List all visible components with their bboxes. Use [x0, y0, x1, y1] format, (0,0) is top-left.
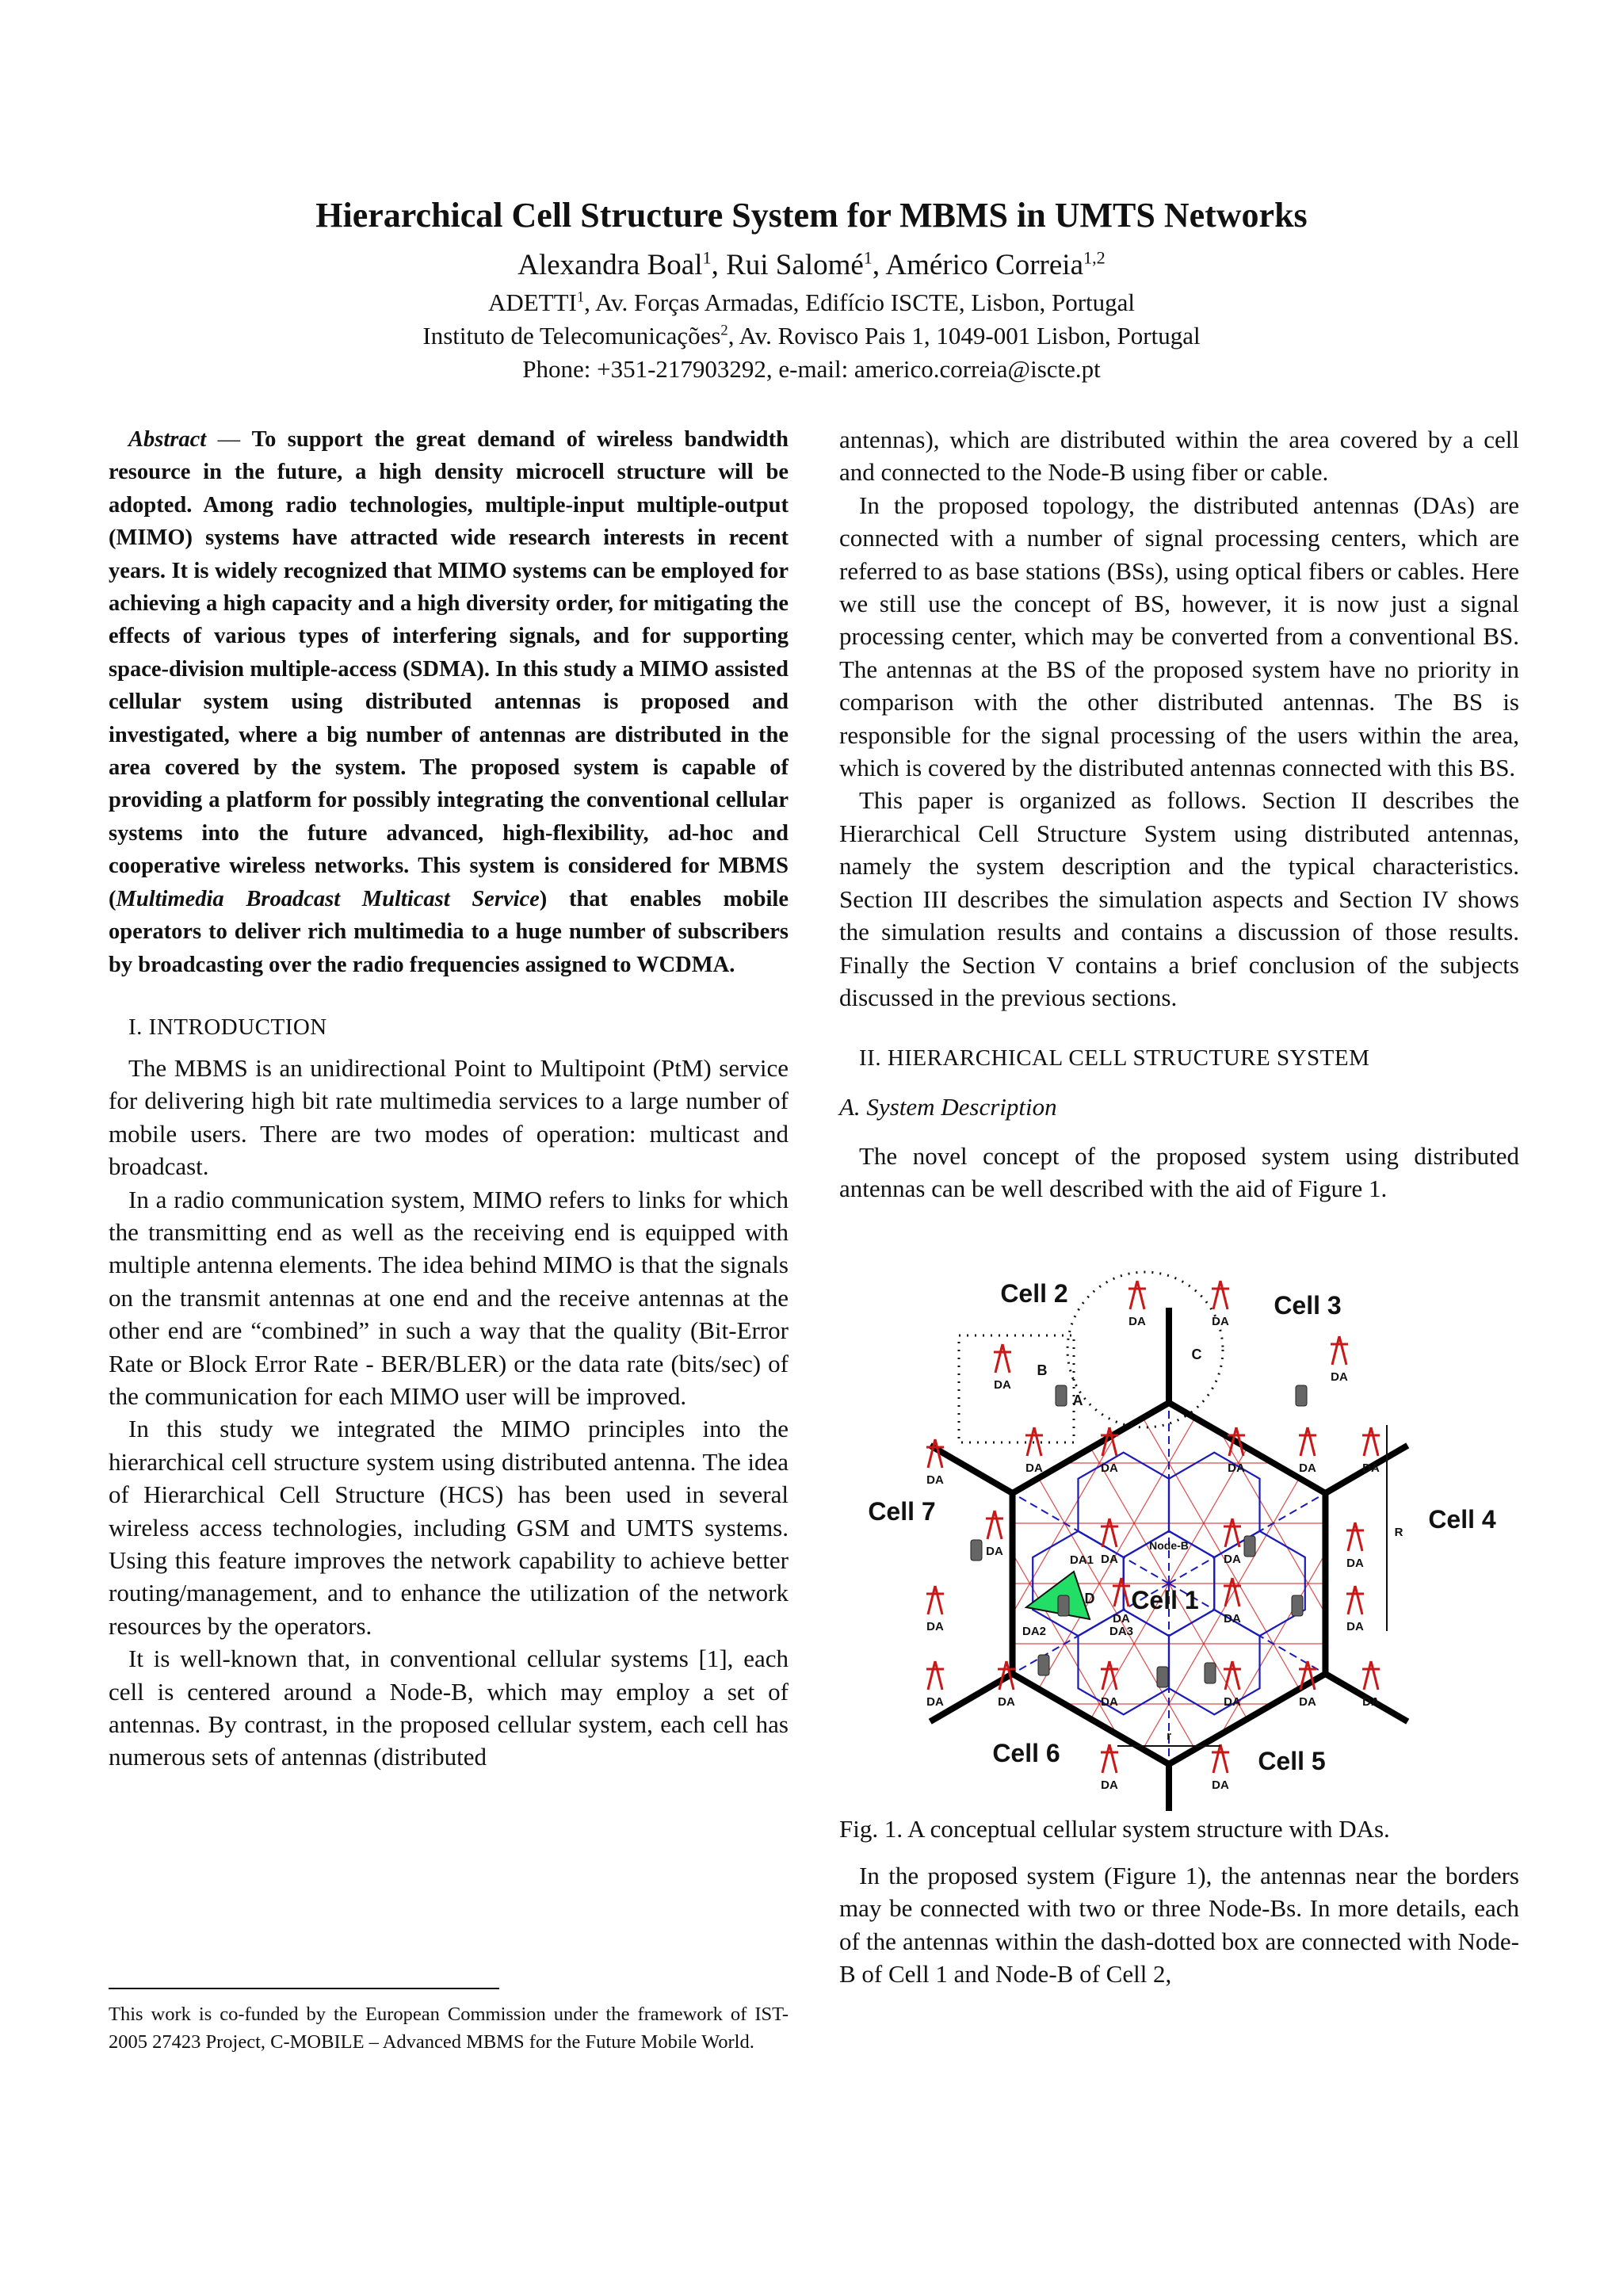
abstract-text: ) that enables mobile operators to deliver rich multimedia to a huge number of subscribers by broadcasting over the radio frequencies assigned to WCDMA. [109, 886, 789, 977]
author-separator: , [872, 249, 886, 281]
da1-label: DA1 [1069, 1553, 1094, 1567]
da-label: DA [1101, 1694, 1118, 1709]
cell-2-label: Cell 2 [1000, 1278, 1068, 1308]
figure-caption: Fig. 1. A conceptual cellular system structure with DAs. [839, 1814, 1390, 1843]
r-small-label: r [1167, 1729, 1171, 1743]
author-list [0, 247, 1623, 284]
cell-6-label: Cell 6 [992, 1738, 1060, 1767]
author-separator: , [711, 249, 727, 281]
subsection-heading: A. System Description [839, 1093, 1057, 1121]
author-affiliation-mark: 1 [702, 247, 712, 268]
da3-label: DA3 [1109, 1624, 1134, 1638]
da-label: DA [1362, 1694, 1380, 1709]
mobile-phone [1058, 1595, 1069, 1616]
da-label: DA [1224, 1552, 1241, 1566]
abstract [109, 423, 789, 981]
paragraph: antennas), which are distributed within the area covered by a cell and connected to the Node-B using fiber or cable. [839, 426, 1519, 487]
mobile-phone [1038, 1655, 1049, 1675]
contact-line: Phone: +351-217903292, e-mail: americo.correia@iscte.pt [522, 355, 1101, 383]
abstract-dash: — [206, 427, 252, 452]
cell-1-label: Cell 1 [1131, 1585, 1199, 1614]
da-label: DA [1299, 1694, 1316, 1709]
point-a-label: A [1072, 1392, 1083, 1408]
da2-label: DA2 [1022, 1624, 1047, 1638]
node-b-label: Node-B [1149, 1538, 1189, 1552]
abstract-italic-text: Multimedia Broadcast Multicast Service [116, 886, 540, 911]
da-label: DA [1331, 1370, 1348, 1384]
affiliation-name: ADETTI [487, 288, 577, 316]
author-affiliation-mark: 1,2 [1083, 247, 1106, 268]
paragraph: In a radio communication system, MIMO refers to links for which the transmitting end as well as the receiving end is equipped with multiple antenna elements. The idea behind MIMO is that the signals on the transmit antennas at one end and the receive antennas at the other end are “combined” in such a way that the quality (Bit-Error Rate or Block Error Rate - BER/BLER) or the data rate (bits/sec) of the communication for each MIMO user will be improved. [109, 1185, 789, 1410]
author-name: Alexandra Boal [517, 249, 703, 281]
mobile-phone [1292, 1595, 1303, 1616]
left-column [109, 423, 789, 1774]
antenna-tower [1102, 1661, 1109, 1690]
spoke-line [1013, 1493, 1169, 1584]
da-label: DA [1113, 1611, 1130, 1626]
da-label: DA [926, 1473, 944, 1487]
paragraph: The novel concept of the proposed system using distributed antennas can be well described with the aid of Figure 1. [839, 1141, 1519, 1203]
affiliation-1 [0, 287, 1623, 319]
antenna-tower [1225, 1578, 1232, 1606]
abstract-label: Abstract [128, 427, 207, 452]
cell-4-label: Cell 4 [1428, 1504, 1496, 1534]
paragraph: In the proposed topology, the distributed antennas (DAs) are connected with a number of signal processing centers, which are referred to as base stations (BSs), using optical fibers or cables. Here we still use the concept of BS, however, it is now just a signal processing center, which may be converted from a conventional BS. The antennas at the BS of the proposed system have no priority in comparison with the other distributed antennas. The BS is responsible for the signal processing of the users within the area, which is covered by the distributed antennas connected with this BS. [839, 491, 1519, 782]
section-heading: I. INTRODUCTION [128, 1014, 327, 1040]
affiliation-mark: 2 [720, 322, 728, 339]
cell-structure-diagram [848, 1223, 1514, 1811]
da-label: DA [1362, 1461, 1380, 1475]
mobile-phone [1056, 1385, 1067, 1406]
point-c-label: C [1191, 1346, 1202, 1362]
antenna-tower [1232, 1661, 1239, 1690]
da-label: DA [1346, 1619, 1364, 1633]
affiliation-name: Instituto de Telecomunicações [422, 322, 721, 350]
paragraph: It is well-known that, in conventional cellular systems [1], each cell is centered around a Node-B, which may employ a set of antennas. By contrast, in the proposed cellular system, each cell has numerous sets of antennas (distributed [109, 1645, 789, 1771]
da-label: DA [986, 1544, 1003, 1558]
da-label: DA [1228, 1461, 1245, 1475]
da-label: DA [994, 1377, 1011, 1392]
da-label: DA [1224, 1694, 1241, 1709]
paragraph: The MBMS is an unidirectional Point to Multipoint (PtM) service for delivering high bit rate multimedia services to a large number of mobile users. There are two modes of operation: multicast and broadcast. [109, 1053, 789, 1181]
footnote: This work is co-funded by the European Commission under the framework of IST-2005 27423 Project, C-MOBILE – Advanced MBMS for the Future Mobile World. [109, 2004, 789, 2053]
da-label: DA [1212, 1314, 1229, 1328]
mobile-phone [971, 1540, 982, 1561]
cell-7-label: Cell 7 [868, 1496, 936, 1526]
affiliation-mark: 1 [576, 288, 585, 306]
da-label: DA [1101, 1778, 1118, 1792]
da-label: DA [1128, 1314, 1146, 1328]
da-label: DA [1224, 1611, 1241, 1626]
affiliation-address: , Av. Rovisco Pais 1, 1049-001 Lisbon, Portugal [727, 322, 1201, 350]
outer-mask [848, 1223, 1514, 1811]
da-label: DA [926, 1694, 944, 1709]
section-heading: II. HIERARCHICAL CELL STRUCTURE SYSTEM [859, 1045, 1370, 1072]
author-name: Américo Correia [885, 249, 1083, 281]
figure-1 [848, 1223, 1514, 1811]
right-column [839, 423, 1519, 1991]
antenna-tower [1225, 1661, 1232, 1690]
antenna-tower [1114, 1578, 1121, 1606]
point-b-label: B [1037, 1362, 1048, 1378]
da-label: DA [1299, 1461, 1316, 1475]
mobile-phone [1244, 1536, 1255, 1557]
author-name: Rui Salomé [726, 249, 864, 281]
paragraph: In the proposed system (Figure 1), the antennas near the borders may be connected with two or three Node-Bs. In more details, each of the antennas within the dash-dotted box are connected with Node-B of Cell 1 and Node-B of Cell 2, [839, 1861, 1519, 1988]
mobile-phone [1205, 1663, 1216, 1683]
antenna-tower [1121, 1578, 1128, 1606]
author-affiliation-mark: 1 [863, 247, 873, 268]
mobile-phone [1296, 1385, 1307, 1406]
r-big-label: R [1394, 1525, 1403, 1539]
da-label: DA [926, 1619, 944, 1633]
paper-title: Hierarchical Cell Structure System for MBMS in UMTS Networks [315, 196, 1308, 235]
footnote-rule [109, 1988, 499, 1989]
paragraph: This paper is organized as follows. Section II describes the Hierarchical Cell Structure System using distributed antennas, namely the system description and the typical characteristics. Section III describes the simulation aspects and Section IV shows the simulation results and contains a discussion of those results. Finally the Section V contains a brief conclusion of the subjects discussed in the previous sections. [839, 786, 1519, 1011]
da-label: DA [1025, 1461, 1043, 1475]
affiliation-2 [0, 320, 1623, 352]
cell-5-label: Cell 5 [1258, 1746, 1326, 1775]
da-label: DA [1101, 1461, 1118, 1475]
cell-3-label: Cell 3 [1274, 1290, 1342, 1320]
paragraph: In this study we integrated the MIMO principles into the hierarchical cell structure system using distributed antenna. The idea of Hierarchical Cell Structure (HCS) has been used in several wireless access technologies, including GSM and UMTS systems. Using this feature improves the network capability to achieve better routing/management, and to enhance the utilization of the network resources by the operators. [109, 1415, 789, 1640]
da-label: DA [1346, 1556, 1364, 1570]
affiliation-address: , Av. Forças Armadas, Edifício ISCTE, Lisbon, Portugal [584, 288, 1136, 316]
mobile-phone [1157, 1667, 1168, 1687]
da-label: DA [1212, 1778, 1229, 1792]
da-label: DA [998, 1694, 1015, 1709]
da-label: DA [1101, 1552, 1118, 1566]
abstract-text: To support the great demand of wireless bandwidth resource in the future, a high density microcell structure will be adopted. Among radio technologies, multiple-input multiple-output (MIMO) systems have attracted wide research interests in recent years. It is widely recognized that MIMO systems can be employed for achieving a high capacity and a high diversity order, for mitigating the effects of various types of interfering signals, and for supporting space-division multiple-access (SDMA). In this study a MIMO assisted cellular system using distributed antennas is proposed and investigated, where a big number of antennas are distributed in the area covered by the system. The proposed system is capable of providing a platform for possibly integrating the conventional cellular systems into the future advanced, high-flexibility, ad-hoc and cooperative wireless networks. This system is considered for MBMS ( [109, 427, 789, 911]
point-d-label: D [1084, 1590, 1095, 1606]
